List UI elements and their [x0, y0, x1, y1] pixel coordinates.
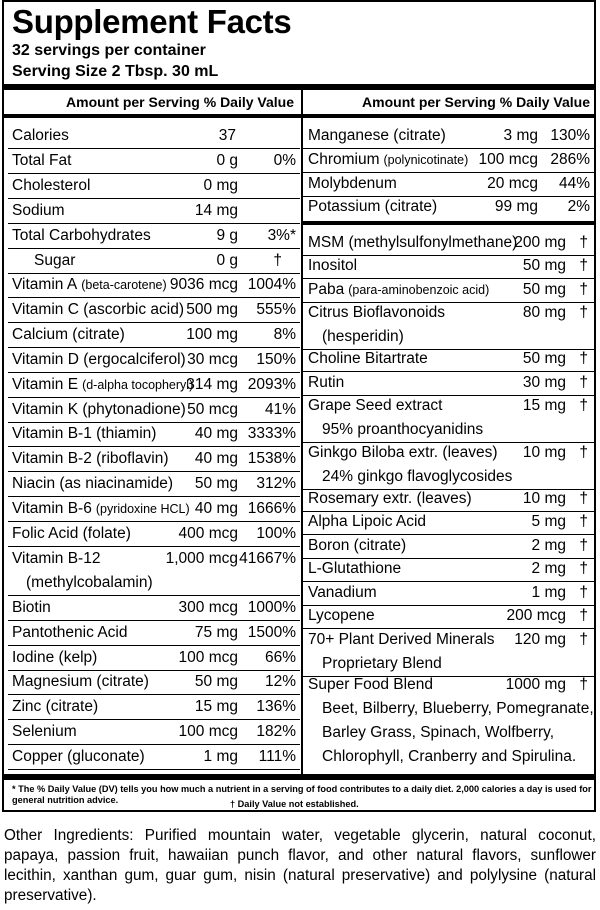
- nutrient-row: [12, 695, 296, 719]
- nutrient-name: Lycopene: [308, 607, 375, 624]
- daily-value: †: [579, 234, 588, 251]
- amount: 200 mcg: [506, 607, 566, 624]
- amount: 1,000 mcg: [165, 550, 238, 567]
- amount: 314 mg: [186, 376, 238, 393]
- nutrient-row: [12, 447, 296, 471]
- amount: 50 mg: [522, 350, 566, 367]
- nutrient-name: Alpha Lipoic Acid: [308, 513, 427, 530]
- nutrient-name: Paba: [308, 281, 345, 298]
- nutrient-row: [308, 604, 590, 628]
- nutrient-row: [308, 581, 590, 605]
- daily-value: †: [579, 676, 588, 693]
- amount: 50 mcg: [187, 401, 238, 418]
- nutrient-name: Vitamin B-1 (thiamin): [12, 425, 157, 442]
- nutrient-row: [12, 720, 296, 744]
- amount: 40 mg: [194, 425, 238, 442]
- nutrient-name: Biotin: [12, 599, 51, 616]
- nutrient-name: Magnesium (citrate): [12, 673, 149, 690]
- daily-value: 182%: [256, 723, 296, 740]
- bottom-thick-rule: [4, 774, 594, 780]
- nutrient-name: Inositol: [308, 257, 358, 274]
- nutrient-row: [12, 745, 296, 769]
- nutrient-row: [12, 224, 296, 248]
- nutrient-row: [308, 673, 594, 769]
- nutrient-detail: Beet, Bilberry, Blueberry, Pomegranate,: [322, 700, 594, 717]
- nutrient-name: Iodine (kelp): [12, 649, 98, 666]
- daily-value: 286%: [550, 151, 590, 168]
- daily-value: †: [579, 444, 588, 461]
- daily-value: 2%: [567, 198, 590, 215]
- amount: 1 mg: [531, 584, 566, 601]
- daily-value-footnote: * The % Daily Value (DV) tells you how much a nutrient in a serving of food contributes to a daily diet. 2,000 calories a day is used for general nutrition advice.: [12, 784, 592, 805]
- amount: 9036 mcg: [169, 276, 238, 293]
- amount: 3 mg: [503, 127, 538, 144]
- daily-value: †: [579, 281, 588, 298]
- daily-value: 1666%: [247, 500, 296, 517]
- nutrient-detail: (beta-carotene): [81, 278, 167, 292]
- daily-value: 44%: [558, 175, 590, 192]
- amount: 100 mcg: [478, 151, 538, 168]
- daily-value: †: [579, 350, 588, 367]
- nutrient-name: 70+ Plant Derived Minerals: [308, 631, 495, 648]
- nutrient-name: Grape Seed extract: [308, 397, 443, 414]
- serving-size: Serving Size 2 Tbsp. 30 mL: [12, 63, 219, 80]
- amount: 0 g: [216, 152, 238, 169]
- daily-value: 3%*: [267, 227, 296, 244]
- amount: 37: [218, 127, 236, 144]
- nutrient-row: [12, 149, 296, 173]
- supplement-facts-panel: [2, 0, 596, 812]
- daily-value: †: [579, 490, 588, 507]
- daily-value: †: [579, 374, 588, 391]
- nutrient-name: Potassium (citrate): [308, 198, 438, 215]
- nutrient-detail: (pyridoxine HCL): [95, 502, 190, 516]
- nutrient-row: [12, 298, 296, 322]
- daily-value: 8%: [273, 326, 296, 343]
- nutrient-name: Vitamin K (phytonadione): [12, 401, 186, 418]
- daily-value: 41%: [264, 401, 296, 418]
- nutrient-row: [12, 323, 296, 347]
- amount: 500 mg: [186, 301, 238, 318]
- nutrient-row: [12, 398, 296, 422]
- nutrient-row: [12, 497, 296, 521]
- nutrient-row: [308, 557, 590, 581]
- daily-value: 1538%: [247, 450, 296, 467]
- nutrient-name: Choline Bitartrate: [308, 350, 428, 367]
- nutrient-row: [308, 487, 590, 511]
- nutrient-row: [308, 510, 590, 534]
- nutrient-name: Sugar: [34, 252, 76, 269]
- nutrient-row: [12, 596, 296, 620]
- nutrient-row: [308, 534, 590, 558]
- nutrient-name: Vitamin B-12: [12, 550, 101, 567]
- nutrient-name: Vitamin B-6: [12, 500, 92, 517]
- daily-value: †: [579, 304, 588, 321]
- daily-value: †: [579, 584, 588, 601]
- daily-value: †: [579, 537, 588, 554]
- column-divider: [301, 90, 303, 774]
- nutrient-detail: (polynicotinate): [383, 153, 469, 167]
- amount: 100 mg: [186, 326, 238, 343]
- daily-value: 136%: [256, 698, 296, 715]
- nutrient-name: Sodium: [12, 202, 65, 219]
- daily-value: †: [579, 607, 588, 624]
- nutrient-row: [12, 472, 296, 496]
- amount: 80 mg: [522, 304, 566, 321]
- nutrient-row: [12, 621, 296, 645]
- amount: 50 mg: [194, 673, 238, 690]
- daily-value: 555%: [256, 301, 296, 318]
- daily-value: 1004%: [247, 276, 296, 293]
- nutrient-row: [308, 148, 590, 172]
- dagger-footnote: † Daily Value not established.: [230, 799, 359, 809]
- amount: 300 mcg: [178, 599, 238, 616]
- daily-value: †: [579, 513, 588, 530]
- nutrient-row: [308, 124, 590, 148]
- nutrient-name: Super Food Blend: [308, 676, 433, 693]
- daily-value: 0%: [273, 152, 296, 169]
- top-thick-rule: [4, 84, 594, 90]
- amount: 2 mg: [531, 560, 566, 577]
- nutrient-row: [308, 195, 590, 219]
- daily-value: †: [579, 257, 588, 274]
- amount: 0 g: [216, 252, 238, 269]
- nutrient-name: Vitamin C (ascorbic acid): [12, 301, 184, 318]
- amount: 9 g: [216, 227, 238, 244]
- nutrient-detail: Chlorophyll, Cranberry and Spirulina.: [322, 748, 577, 765]
- nutrient-name: Folic Acid (folate): [12, 525, 131, 542]
- nutrient-name: Molybdenum: [308, 175, 397, 192]
- nutrient-name: Boron (citrate): [308, 537, 407, 554]
- daily-value: †: [579, 560, 588, 577]
- daily-value: 12%: [264, 673, 296, 690]
- nutrient-name: Manganese (citrate): [308, 127, 446, 144]
- daily-value: †: [579, 397, 588, 414]
- daily-value: 2093%: [247, 376, 296, 393]
- nutrient-row: [12, 249, 296, 273]
- nutrient-name: Calcium (citrate): [12, 326, 125, 343]
- nutrient-name: Total Fat: [12, 152, 72, 169]
- nutrient-name: Vitamin B-2 (riboflavin): [12, 450, 169, 467]
- amount: 20 mcg: [487, 175, 538, 192]
- amount: 100 mcg: [178, 723, 238, 740]
- nutrient-detail: (hesperidin): [322, 328, 404, 345]
- nutrient-name: Chromium: [308, 151, 380, 168]
- nutrient-detail: 95% proanthocyanidins: [322, 421, 484, 438]
- daily-value: 3333%: [247, 425, 296, 442]
- nutrient-name: Zinc (citrate): [12, 698, 99, 715]
- row-divider: [8, 769, 300, 770]
- amount: 2 mg: [531, 537, 566, 554]
- nutrient-name: Vanadium: [308, 584, 377, 601]
- nutrient-row: [12, 174, 296, 198]
- daily-value: 111%: [258, 748, 296, 765]
- other-ingredients: Other Ingredients: Purified mountain water, vegetable glycerin, natural coconut, papaya, passion fruit, hawaiian punch flavor, and other natural flavors, sunflower lecithin, xanthan gum, guar gum, nisin (natural preservative) and polylysine (natural preservative).: [4, 827, 596, 904]
- nutrient-row: [12, 547, 296, 595]
- amount: 40 mg: [194, 450, 238, 467]
- daily-value: 41667%: [239, 550, 296, 567]
- nutrient-row: [12, 273, 296, 297]
- nutrient-row: [308, 231, 590, 255]
- nutrient-detail: (para-aminobenzoic acid): [348, 283, 490, 297]
- nutrient-row: [308, 254, 590, 278]
- nutrient-name: Vitamin A: [12, 276, 78, 293]
- nutrient-row: [12, 670, 296, 694]
- nutrient-detail: (methylcobalamin): [26, 574, 153, 591]
- amount: 10 mg: [522, 490, 566, 507]
- right-column-header: Amount per Serving % Daily Value: [362, 94, 590, 110]
- nutrient-row: [308, 441, 590, 489]
- nutrient-row: [308, 394, 590, 442]
- daily-value: 130%: [550, 127, 590, 144]
- amount: 75 mg: [194, 624, 238, 641]
- amount: 14 mg: [194, 202, 238, 219]
- daily-value: †: [273, 252, 282, 269]
- amount: 400 mcg: [178, 525, 238, 542]
- nutrient-detail: Barley Grass, Spinach, Wolfberry,: [322, 724, 555, 741]
- nutrient-name: Ginkgo Biloba extr. (leaves): [308, 444, 498, 461]
- amount: 5 mg: [531, 513, 566, 530]
- nutrient-detail: Proprietary Blend: [322, 655, 442, 672]
- nutrient-name: Calories: [12, 127, 69, 144]
- section-thick-rule: [303, 221, 594, 225]
- nutrient-row: [308, 172, 590, 196]
- amount: 15 mg: [522, 397, 566, 414]
- daily-value: 150%: [256, 351, 296, 368]
- nutrient-name: Pantothenic Acid: [12, 624, 128, 641]
- nutrient-name: Rosemary extr. (leaves): [308, 490, 472, 507]
- nutrient-name: Copper (gluconate): [12, 748, 145, 765]
- amount: 40 mg: [194, 500, 238, 517]
- amount: 0 mg: [203, 177, 238, 194]
- nutrient-name: Citrus Bioflavonoids: [308, 304, 445, 321]
- nutrient-name: L-Glutathione: [308, 560, 402, 577]
- nutrient-row: [12, 646, 296, 670]
- nutrient-row: [308, 628, 590, 676]
- nutrient-detail: (d-alpha tocopheryl): [82, 378, 194, 392]
- daily-value: 1000%: [247, 599, 296, 616]
- nutrient-name: Total Carbohydrates: [12, 227, 151, 244]
- nutrient-name: Rutin: [308, 374, 345, 391]
- amount: 30 mcg: [187, 351, 238, 368]
- amount: 1 mg: [203, 748, 238, 765]
- daily-value: †: [579, 631, 588, 648]
- amount: 50 mg: [522, 281, 566, 298]
- header-thick-rule: [4, 114, 594, 118]
- nutrient-detail: 24% ginkgo flavoglycosides: [322, 468, 513, 485]
- nutrient-row: [12, 522, 296, 546]
- nutrient-row: [308, 301, 590, 349]
- amount: 1000 mg: [505, 676, 566, 693]
- daily-value: 66%: [264, 649, 296, 666]
- nutrient-row: [308, 371, 590, 395]
- nutrient-name: Vitamin E: [12, 376, 79, 393]
- amount: 120 mg: [514, 631, 566, 648]
- nutrient-row: [308, 278, 590, 302]
- nutrient-row: [308, 347, 590, 371]
- amount: 50 mg: [194, 475, 238, 492]
- amount: 100 mcg: [178, 649, 238, 666]
- amount: 50 mg: [522, 257, 566, 274]
- nutrient-name: MSM (methylsulfonylmethane): [308, 234, 518, 251]
- panel-title: Supplement Facts: [12, 3, 292, 40]
- amount: 10 mg: [522, 444, 566, 461]
- nutrient-row: [12, 422, 296, 446]
- daily-value: 312%: [256, 475, 296, 492]
- amount: 15 mg: [194, 698, 238, 715]
- servings-per-container: 32 servings per container: [12, 42, 206, 59]
- amount: 30 mg: [522, 374, 566, 391]
- nutrient-name: Cholesterol: [12, 177, 91, 194]
- nutrient-name: Selenium: [12, 723, 77, 740]
- nutrient-row: [12, 373, 296, 397]
- nutrient-row: [12, 199, 296, 223]
- amount: 200 mg: [514, 234, 566, 251]
- amount: 99 mg: [494, 198, 538, 215]
- nutrient-row: [12, 348, 296, 372]
- daily-value: 100%: [256, 525, 296, 542]
- daily-value: 1500%: [247, 624, 296, 641]
- nutrient-name: Niacin (as niacinamide): [12, 475, 174, 492]
- left-column-header: Amount per Serving % Daily Value: [66, 94, 294, 110]
- nutrient-name: Vitamin D (ergocalciferol): [12, 351, 186, 368]
- nutrient-row: [12, 124, 296, 148]
